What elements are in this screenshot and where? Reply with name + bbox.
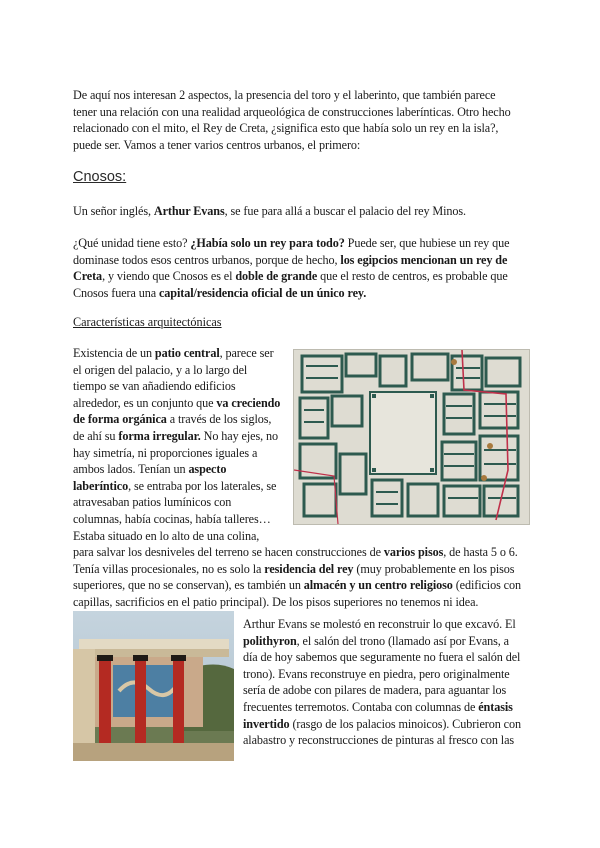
paragraph-unity	[73, 235, 543, 301]
text-run: Puede ser, que hubiese un rey que	[344, 236, 510, 250]
paragraph-architecture-narrow	[73, 345, 288, 544]
text-run: (edificios con	[452, 578, 521, 593]
text-run: , el salón del trono (llamado así por Evans, a	[296, 633, 509, 648]
text-run: que el resto de centros, es probable que	[317, 269, 508, 284]
section-title-cnosos: Cnosos:	[73, 169, 127, 185]
paragraph-line	[73, 395, 288, 412]
text-run: a través de los siglos,	[166, 412, 272, 427]
bold-text: los egipcios mencionan un rey de	[340, 252, 508, 267]
paragraph-line	[73, 561, 543, 578]
text-run: , y viendo que Cnosos es el	[102, 269, 236, 284]
text-run: Un señor inglés,	[73, 204, 154, 218]
bold-text: éntasis	[478, 699, 513, 714]
bold-text: invertido	[243, 716, 290, 731]
intro-paragraph	[73, 87, 533, 153]
text-run: No hay ejes, no	[200, 428, 278, 443]
paragraph-line	[243, 716, 533, 733]
paragraph-line: columnas, había cocinas, había talleres…	[73, 511, 271, 526]
paragraph-line	[243, 633, 533, 650]
paragraph-architecture-wide	[73, 544, 543, 610]
text-run: dominase todos esos centros urbanos, porque de hecho,	[73, 252, 341, 267]
paragraph-line	[243, 699, 533, 716]
text-run: Cnosos fuera una	[73, 285, 159, 300]
throne-room-illustration	[73, 611, 234, 761]
text-run: (rasgo de los palacios minoicos). Cubrieron con	[289, 716, 521, 731]
text-run: (muy probablemente en los pisos	[353, 561, 515, 576]
paragraph-line	[73, 577, 543, 594]
bold-text: de forma orgánica	[73, 412, 167, 427]
paragraph-line: tiempo se van añadiendo edificios	[73, 379, 236, 394]
text-run: ambos lados. Tenían un	[73, 462, 189, 477]
paragraph-reconstruction	[243, 616, 533, 749]
text-run: Existencia de un	[73, 346, 155, 360]
text-run: ¿Qué unidad tiene esto?	[73, 236, 191, 250]
bold-text: forma irregular.	[118, 428, 201, 443]
paragraph-line: trono). Evans reconstruye en piedra, pero originalmente	[243, 666, 510, 681]
throne-room-photo	[73, 611, 234, 761]
paragraph-line	[73, 411, 288, 428]
bold-text: almacén y un centro religioso	[303, 578, 453, 593]
text-run: , se fue para allá a buscar el palacio del rey Minos.	[224, 204, 466, 218]
paragraph-line	[73, 285, 543, 302]
text-run: , se entraba por los laterales, se	[128, 478, 277, 493]
paragraph-line	[73, 478, 288, 495]
paragraph-line: el origen del palacio, y a lo largo del	[73, 362, 248, 377]
bold-text: polithyron	[243, 633, 297, 648]
text-run: , parece ser	[219, 346, 274, 360]
intro-line: puede ser. Vamos a tener varios centros urbanos, el primero:	[73, 137, 361, 152]
bold-text: laberíntico	[73, 478, 129, 493]
intro-line: tener una relación con una realidad arqueológica de construcciones laberínticas. Otro hecho	[73, 104, 511, 119]
paragraph-line: capillas, sacrificios en el patio principal). De los pisos superiores no tenemos ni idea.	[73, 594, 479, 609]
paragraph-line: Arthur Evans se molestó en reconstruir lo que excavó. El	[243, 617, 516, 631]
text-run: alrededor, es un conjunto que	[73, 395, 217, 410]
paragraph-line	[73, 345, 288, 362]
bold-text: patio central	[154, 346, 220, 360]
text-run: para salvar los desniveles del terreno se hacen construcciones de	[73, 545, 384, 559]
paragraph-line: sería de adobe con pilares de madera, para aguantar los	[243, 683, 507, 698]
paragraph-line: Estaba situado en lo alto de una colina,	[73, 528, 260, 543]
intro-line: De aquí nos interesan 2 aspectos, la presencia del toro y el laberinto, que también parece	[73, 88, 496, 102]
text-run: , de hasta 5 o 6.	[443, 545, 518, 559]
subsection-title-architecture: Características arquitectónicas	[73, 315, 222, 329]
floor-plan-drawing	[294, 350, 529, 524]
paragraph-line	[73, 428, 288, 445]
bold-text: va creciendo	[216, 395, 281, 410]
bold-text: capital/residencia oficial de un único rey.	[158, 285, 367, 300]
paragraph-line: hay simetría, ni proporciones iguales a	[73, 445, 258, 460]
text-run: Tenía villas procesionales, no es solo la	[73, 561, 265, 576]
paragraph-line	[73, 461, 288, 478]
bold-text: Creta	[73, 269, 103, 284]
paragraph-line	[73, 235, 543, 252]
paragraph-line: alabastro y reconstrucciones de pinturas al fresco con las	[243, 733, 515, 748]
intro-line: relacionado con el mito, el Rey de Creta, ¿significa esto que había solo un rey en la isla?,	[73, 121, 499, 136]
paragraph-line	[73, 252, 543, 269]
bold-text: varios pisos	[383, 545, 444, 559]
bold-text: doble de grande	[235, 269, 318, 284]
bold-text: Arthur Evans	[153, 204, 225, 218]
paragraph-line	[73, 544, 543, 561]
text-run: de ahí su	[73, 428, 119, 443]
bold-text: ¿Había solo un rey para todo?	[190, 236, 345, 250]
palace-floor-plan-image	[293, 349, 530, 525]
paragraph-line	[73, 268, 543, 285]
text-run: superiores, que no se conservan), es también un	[73, 578, 304, 593]
bold-text: residencia del rey	[264, 561, 354, 576]
paragraph-evans	[73, 203, 533, 220]
paragraph-line: día de hoy sabemos que seguramente no fuera el salón del	[243, 650, 521, 665]
bold-text: aspecto	[188, 462, 227, 477]
text-run: frecuentes terremotos. Contaba con columnas de	[243, 699, 479, 714]
paragraph-line: atravesaban patios lumínicos con	[73, 495, 232, 510]
